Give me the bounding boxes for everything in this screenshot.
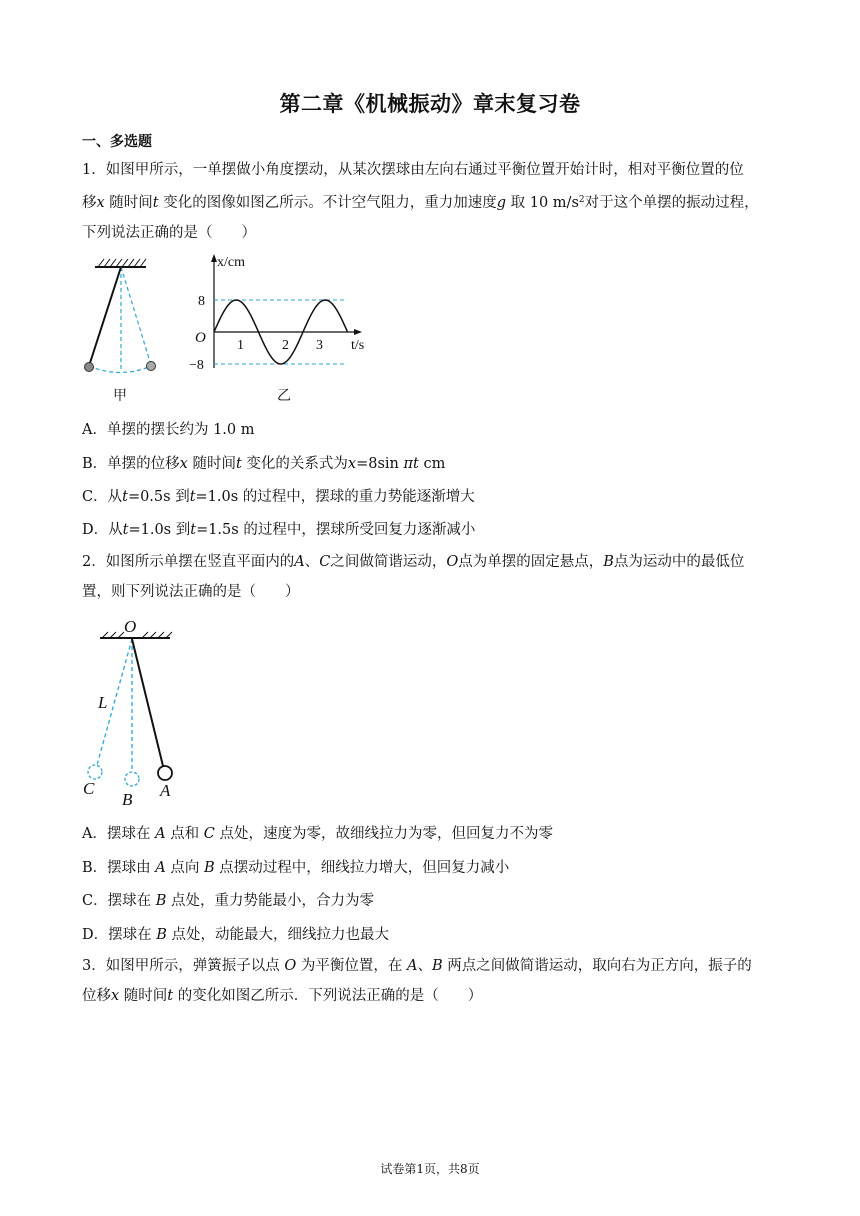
q1-option-c: C．从t=0.5s 到t=1.0s 的过程中，摆球的重力势能逐渐增大: [82, 489, 475, 505]
q3-stem: [82, 951, 780, 1011]
q1-option-b: B．单摆的位移x 随时间t 变化的关系式为x=8sin πt cm: [82, 456, 446, 472]
q1-pendulum-figure: [80, 255, 170, 405]
graph-xtick-3: 3: [316, 338, 323, 353]
q2-option-c: C．摆球在 B 点处，重力势能最小，合力为零: [82, 893, 374, 909]
fig2-label-b: B: [122, 790, 133, 809]
graph-xtick-2: 2: [282, 338, 289, 353]
q1-line-2: 移x 随时间t 变化的图像如图乙所示。不计空气阻力，重力加速度g 取 10 $m/s^2$对于这个单摆的振动过程，: [82, 195, 759, 211]
section-heading: 一、多选题: [82, 134, 152, 150]
q1-line-3: 下列说法正确的是（ ）: [82, 225, 256, 241]
q3-line-1: 3．如图甲所示，弹簧振子以点 O 为平衡位置，在 A、B 两点之间做简谐运动，取向右为正方向，振子的: [82, 958, 752, 974]
fig-label-yi: 乙: [277, 389, 291, 404]
q2-option-a: A．摆球在 A 点和 C 点处，速度为零，故细线拉力为零，但回复力不为零: [82, 826, 554, 842]
q1-stem: [82, 155, 780, 248]
q1-line-1: 1．如图甲所示，一单摆做小角度摆动，从某次摆球由左向右通过平衡位置开始计时，相对平衡位置的位: [82, 162, 744, 178]
q2-option-d: D．摆球在 B 点处，动能最大，细线拉力也最大: [82, 927, 390, 943]
q2-line-2: 置，则下列说法正确的是（ ）: [82, 584, 300, 600]
fig-label-jia: 甲: [113, 389, 127, 404]
graph-xlabel: t/s: [351, 338, 365, 353]
graph-origin: O: [195, 330, 206, 346]
q1-option-a: A．单摆的摆长约为 1.0 m: [82, 422, 255, 438]
q2-line-1: 2．如图所示单摆在竖直平面内的A、C之间做简谐运动，O点为单摆的固定悬点，B点为运动中的最低位: [82, 554, 745, 570]
fig2-label-l: L: [98, 693, 108, 712]
q2-stem: [82, 547, 780, 607]
q2-pendulum-figure: [80, 612, 190, 812]
q1-xt-graph: [185, 250, 375, 405]
graph-ytick-neg: −8: [189, 358, 204, 373]
q1-option-d: D．从t=1.0s 到t=1.5s 的过程中，摆球所受回复力逐渐减小: [82, 522, 476, 538]
page-footer: 试卷第1页，共8页: [380, 1162, 480, 1176]
graph-ytick-pos: 8: [198, 294, 205, 309]
fig2-label-o: O: [124, 617, 137, 636]
fig2-label-a: A: [160, 781, 171, 800]
q3-line-2: 位移x 随时间t 的变化如图乙所示．下列说法正确的是（ ）: [82, 988, 483, 1004]
graph-ylabel: x/cm: [217, 255, 245, 270]
page-title: 第二章《机械振动》章末复习卷: [279, 91, 581, 116]
q2-option-b: B．摆球由 A 点向 B 点摆动过程中，细线拉力增大，但回复力减小: [82, 860, 510, 876]
fig2-label-c: C: [83, 779, 95, 798]
graph-xtick-1: 1: [237, 338, 244, 353]
